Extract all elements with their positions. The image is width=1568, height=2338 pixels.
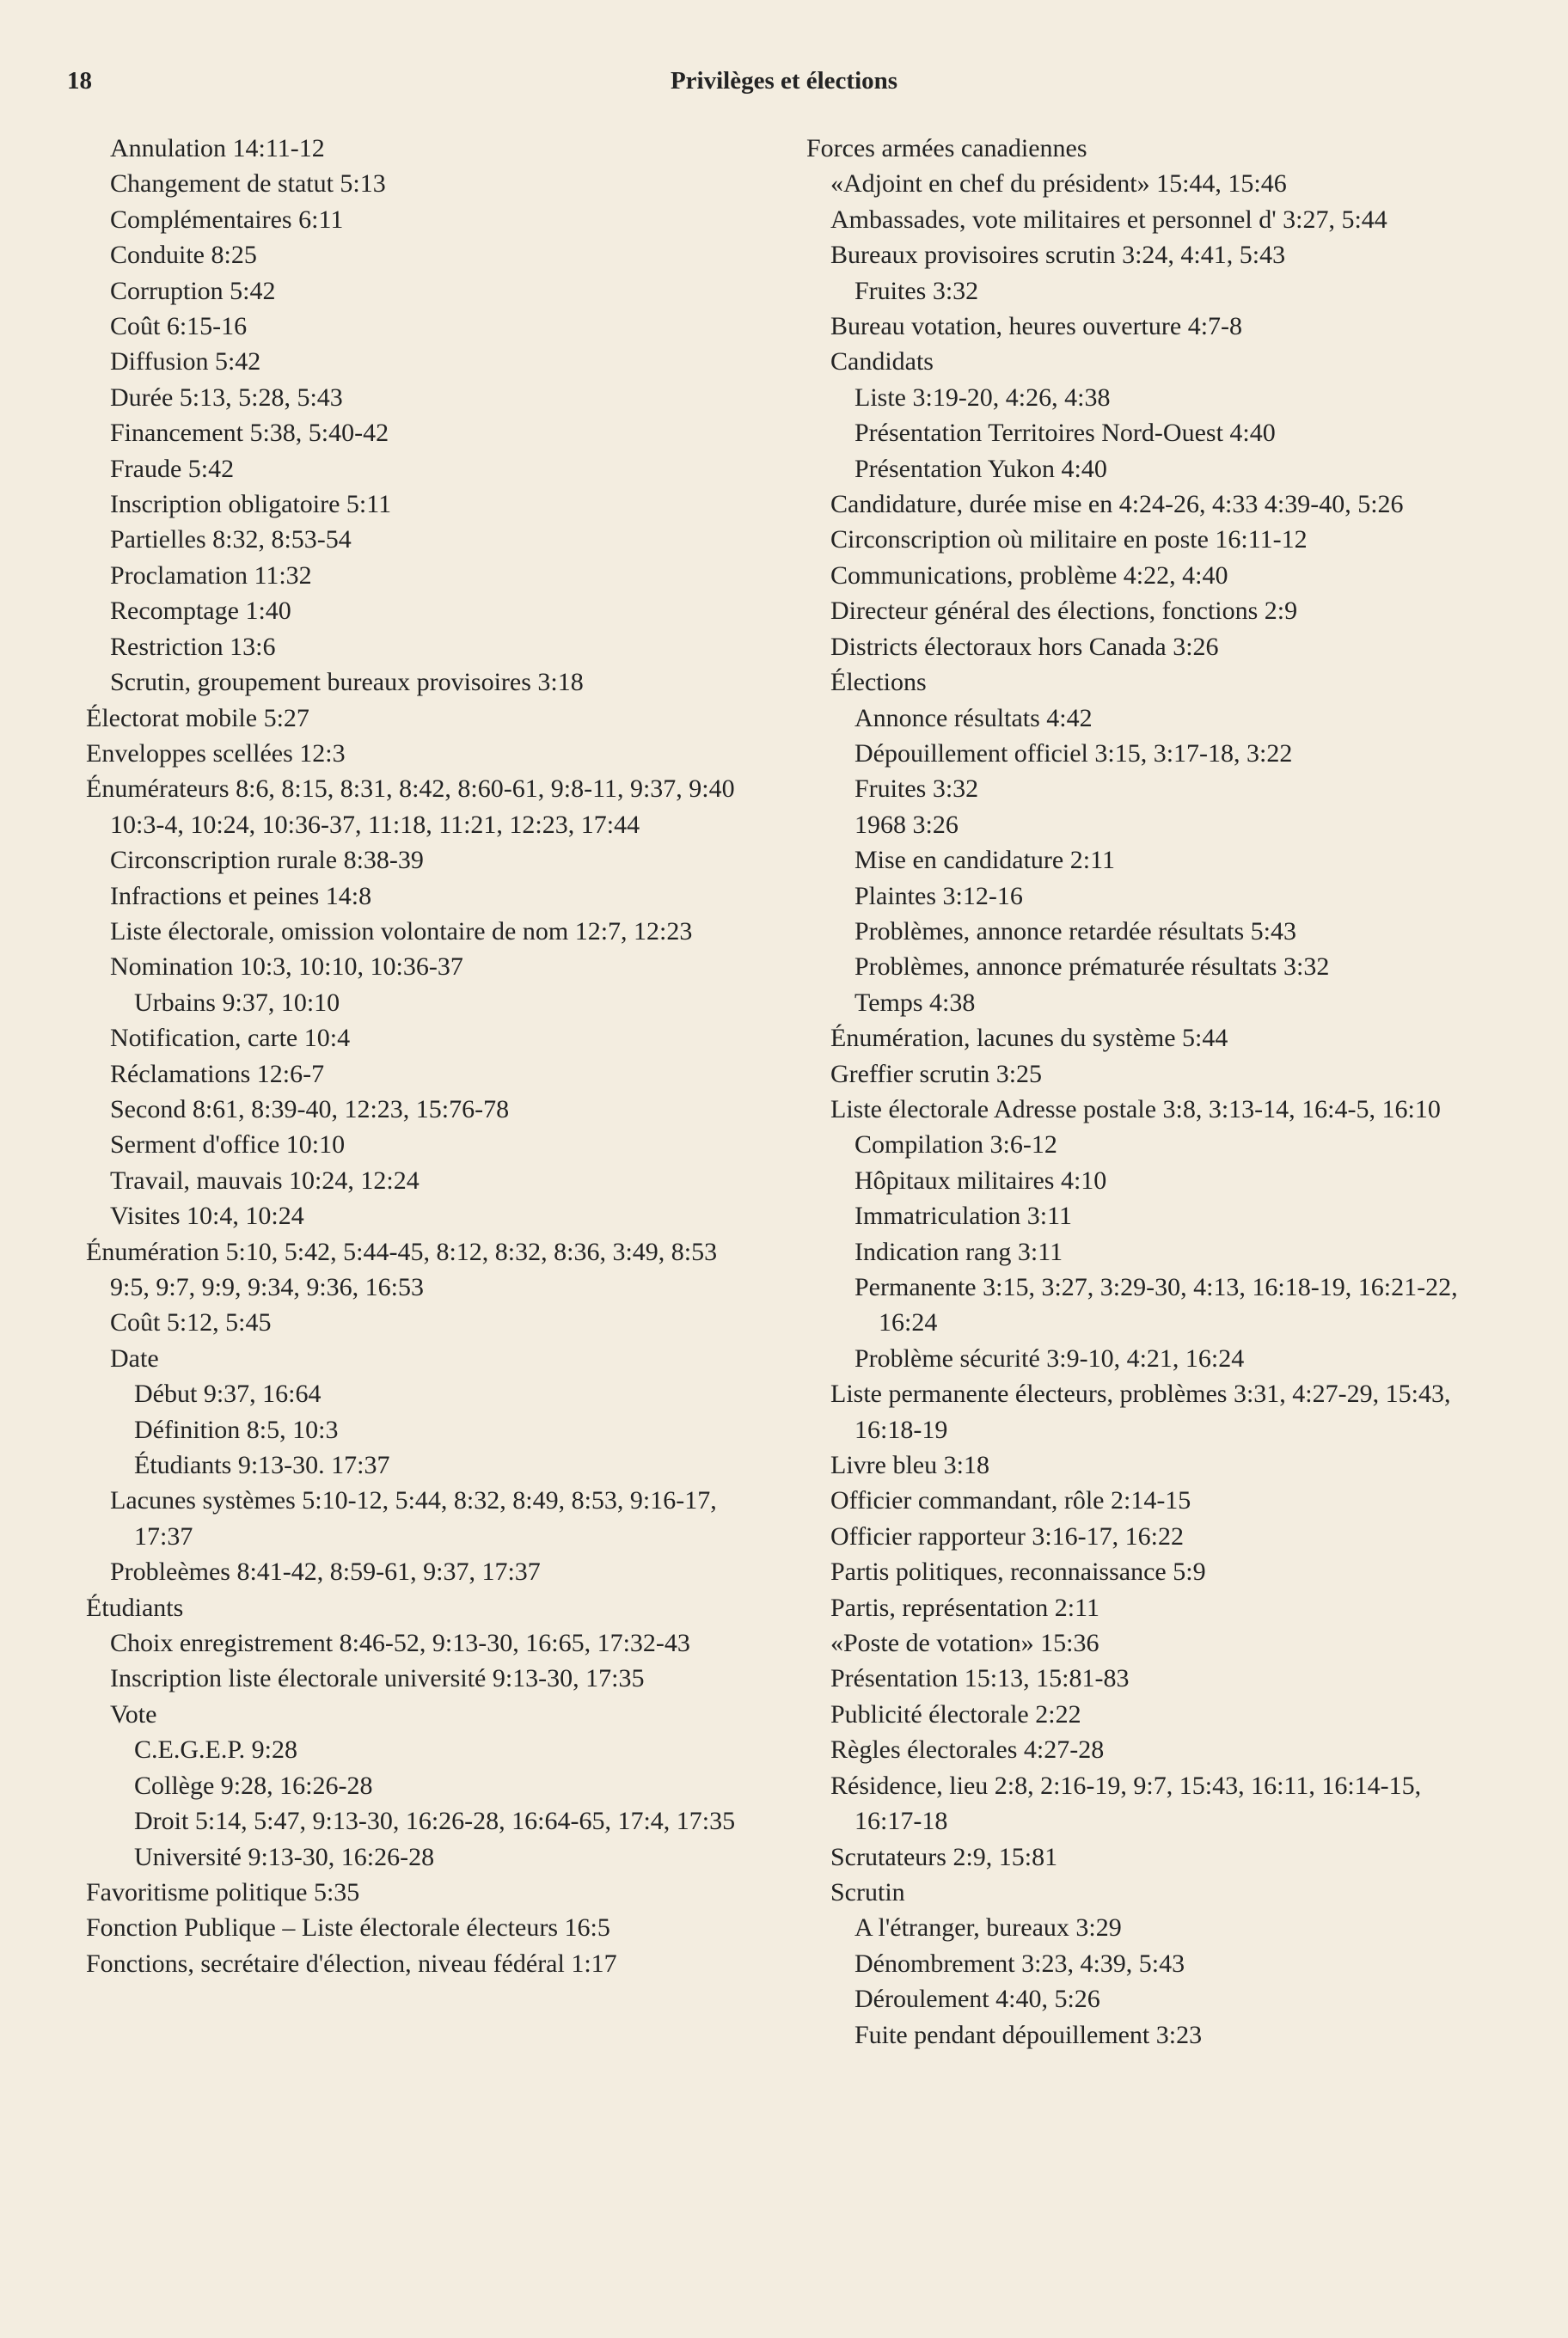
index-subsubentry: Urbains 9:37, 10:10 — [134, 988, 340, 1017]
index-subsubentry: Temps 4:38 — [854, 988, 976, 1017]
index-subentry: Circonscription rurale 8:38-39 — [110, 846, 424, 875]
index-subentry: Communications, problème 4:22, 4:40 — [830, 560, 1228, 590]
index-entry: Électorat mobile 5:27 — [86, 703, 309, 732]
index-subentry: Proclamation 11:32 — [110, 560, 312, 590]
index-subentry: Partis, représentation 2:11 — [830, 1593, 1099, 1622]
index-subentry: Recomptage 1:40 — [110, 597, 291, 626]
index-subentry: Liste permanente électeurs, problèmes 3:31, 4:27-29, 15:43, 16:18-19 — [830, 1380, 1451, 1444]
index-subentry: Lacunes systèmes 5:10-12, 5:44, 8:32, 8:49, 8:53, 9:16-17, 17:37 — [110, 1486, 717, 1551]
index-subsubentry: C.E.G.E.P. 9:28 — [134, 1735, 298, 1765]
index-subentry: Notification, carte 10:4 — [110, 1024, 351, 1053]
index-subentry: Officier rapporteur 3:16-17, 16:22 — [830, 1521, 1184, 1551]
index-subsubentry: Liste 3:19-20, 4:26, 4:38 — [854, 383, 1111, 412]
index-subentry: Coût 6:15-16 — [110, 312, 248, 341]
index-subsubentry: Définition 8:5, 10:3 — [134, 1415, 339, 1444]
index-subsubentry: Déroulement 4:40, 5:26 — [854, 1985, 1100, 2014]
index-subentry: Directeur général des élections, fonctions 2:9 — [830, 597, 1298, 626]
index-subsubentry: Présentation Yukon 4:40 — [854, 454, 1107, 483]
index-subsubentry: Plaintes 3:12-16 — [854, 881, 1023, 910]
index-subentry: Élections — [830, 668, 927, 697]
index-subsubentry: Indication rang 3:11 — [854, 1237, 1063, 1266]
index-entry: Fonction Publique – Liste électorale électeurs 16:5 — [86, 1913, 610, 1943]
index-subentry: Scrutateurs 2:9, 15:81 — [830, 1842, 1058, 1871]
index-subsubentry: Compilation 3:6-12 — [854, 1130, 1057, 1160]
index-subentry: Diffusion 5:42 — [110, 347, 261, 376]
index-subentry: Candidats — [830, 347, 934, 376]
index-subentry: Infractions et peines 14:8 — [110, 881, 372, 910]
index-subentry: Districts électoraux hors Canada 3:26 — [830, 632, 1219, 661]
index-entry: Étudiants — [86, 1593, 184, 1622]
index-subentry: Partielles 8:32, 8:53-54 — [110, 525, 352, 554]
index-subentry: Financement 5:38, 5:40-42 — [110, 419, 389, 448]
index-subsubentry: Fuite pendant dépouillement 3:23 — [854, 2020, 1203, 2049]
index-subentry: Inscription liste électorale université 9:13-30, 17:35 — [110, 1664, 645, 1693]
index-subentry: Changement de statut 5:13 — [110, 169, 386, 199]
page-header — [0, 67, 1568, 110]
index-subentry: Corruption 5:42 — [110, 276, 276, 305]
index-entry: Enveloppes scellées 12:3 — [86, 738, 346, 768]
index-subentry: Livre bleu 3:18 — [830, 1451, 989, 1480]
index-subentry: Second 8:61, 8:39-40, 12:23, 15:76-78 — [110, 1094, 510, 1123]
index-subsubentry: Hôpitaux militaires 4:10 — [854, 1166, 1107, 1195]
index-subentry: Bureaux provisoires scrutin 3:24, 4:41, 5:43 — [830, 241, 1286, 270]
index-subentry: Coût 5:12, 5:45 — [110, 1308, 272, 1337]
index-subentry: Probleèmes 8:41-42, 8:59-61, 9:37, 17:37 — [110, 1558, 541, 1587]
running-title: Privilèges et élections — [670, 67, 898, 95]
index-subentry: Candidature, durée mise en 4:24-26, 4:33 4:39-40, 5:26 — [830, 490, 1404, 519]
index-subentry: Fraude 5:42 — [110, 454, 235, 483]
index-subsubentry: Droit 5:14, 5:47, 9:13-30, 16:26-28, 16:64-65, 17:4, 17:35 — [134, 1807, 736, 1836]
index-subsubentry: Dépouillement officiel 3:15, 3:17-18, 3:22 — [854, 738, 1293, 768]
index-subsubentry: Problèmes, annonce prématurée résultats 3:32 — [854, 952, 1330, 982]
index-entry: Forces armées canadiennes — [806, 134, 1087, 162]
index-subentry: Vote — [110, 1699, 157, 1729]
index-subentry: Inscription obligatoire 5:11 — [110, 490, 392, 519]
index-subentry: Partis politiques, reconnaissance 5:9 — [830, 1558, 1206, 1587]
index-entry: Fonctions, secrétaire d'élection, niveau fédéral 1:17 — [86, 1949, 617, 1978]
index-subentry: Bureau votation, heures ouverture 4:7-8 — [830, 312, 1243, 341]
index-subentry: Énumération, lacunes du système 5:44 — [830, 1024, 1228, 1053]
index-subentry: Durée 5:13, 5:28, 5:43 — [110, 383, 343, 412]
index-subsubentry: Annonce résultats 4:42 — [854, 703, 1093, 732]
index-subentry: Liste électorale, omission volontaire de nom 12:7, 12:23 — [110, 916, 693, 946]
index-subentry: Officier commandant, rôle 2:14-15 — [830, 1486, 1191, 1515]
index-subentry: Réclamations 12:6-7 — [110, 1059, 325, 1088]
index-subsubentry: Présentation Territoires Nord-Ouest 4:40 — [854, 419, 1276, 448]
index-subsubentry: Permanente 3:15, 3:27, 3:29-30, 4:13, 16:18-19, 16:21-22, 16:24 — [854, 1273, 1458, 1337]
index-subsubentry: Problème sécurité 3:9-10, 4:21, 16:24 — [854, 1343, 1245, 1373]
index-subentry: Restriction 13:6 — [110, 632, 276, 661]
index-subentry: Annulation 14:11-12 — [110, 134, 325, 162]
index-subentry: Choix enregistrement 8:46-52, 9:13-30, 16:65, 17:32-43 — [110, 1629, 690, 1658]
index-subentry: Conduite 8:25 — [110, 241, 257, 270]
index-column-right — [806, 131, 1477, 2053]
index-column-left — [86, 131, 756, 1981]
index-entry: Énumération 5:10, 5:42, 5:44-45, 8:12, 8:32, 8:36, 3:49, 8:53 9:5, 9:7, 9:9, 9:34, 9:36, 16:53 — [86, 1237, 718, 1301]
index-subsubentry: Dénombrement 3:23, 4:39, 5:43 — [854, 1949, 1185, 1978]
index-subentry: Scrutin, groupement bureaux provisoires 3:18 — [110, 668, 584, 697]
index-subentry: Présentation 15:13, 15:81-83 — [830, 1664, 1130, 1693]
index-subentry: Nomination 10:3, 10:10, 10:36-37 — [110, 952, 463, 982]
index-subsubentry: Collège 9:28, 16:26-28 — [134, 1771, 373, 1800]
index-subentry: Scrutin — [830, 1877, 905, 1907]
index-subsubentry: 1968 3:26 — [854, 810, 959, 839]
index-subentry: «Adjoint en chef du président» 15:44, 15:46 — [830, 169, 1287, 199]
page-number: 18 — [67, 67, 92, 95]
index-subentry: Travail, mauvais 10:24, 12:24 — [110, 1166, 420, 1195]
index-subentry: Liste électorale Adresse postale 3:8, 3:13-14, 16:4-5, 16:10 — [830, 1094, 1441, 1123]
index-subsubentry: A l'étranger, bureaux 3:29 — [854, 1913, 1122, 1943]
index-subsubentry: Fruites 3:32 — [854, 276, 979, 305]
index-subsubentry: Fruites 3:32 — [854, 774, 979, 804]
index-subentry: Date — [110, 1343, 159, 1373]
index-subentry: Résidence, lieu 2:8, 2:16-19, 9:7, 15:43, 16:11, 16:14-15, 16:17-18 — [830, 1771, 1422, 1836]
index-subentry: Ambassades, vote militaires et personnel d' 3:27, 5:44 — [830, 205, 1387, 234]
index-subentry: Circonscription où militaire en poste 16:11-12 — [830, 525, 1308, 554]
index-subsubentry: Problèmes, annonce retardée résultats 5:43 — [854, 916, 1296, 946]
index-subsubentry: Début 9:37, 16:64 — [134, 1380, 322, 1409]
index-subentry: Complémentaires 6:11 — [110, 205, 344, 234]
index-entry: Énumérateurs 8:6, 8:15, 8:31, 8:42, 8:60-61, 9:8-11, 9:37, 9:40 10:3-4, 10:24, 10:36-37, 11:18, 11:21, 12:23, 17:44 — [86, 774, 735, 839]
index-subentry: Visites 10:4, 10:24 — [110, 1202, 304, 1231]
index-subentry: «Poste de votation» 15:36 — [830, 1629, 1099, 1658]
index-subentry: Greffier scrutin 3:25 — [830, 1059, 1043, 1088]
index-subentry: Règles électorales 4:27-28 — [830, 1735, 1105, 1765]
index-subentry: Publicité électorale 2:22 — [830, 1699, 1081, 1729]
index-subentry: Serment d'office 10:10 — [110, 1130, 346, 1160]
index-entry: Favoritisme politique 5:35 — [86, 1877, 360, 1907]
index-subsubentry: Université 9:13-30, 16:26-28 — [134, 1842, 435, 1871]
index-subsubentry: Étudiants 9:13-30. 17:37 — [134, 1451, 390, 1480]
index-subsubentry: Immatriculation 3:11 — [854, 1202, 1072, 1231]
index-subsubentry: Mise en candidature 2:11 — [854, 846, 1115, 875]
